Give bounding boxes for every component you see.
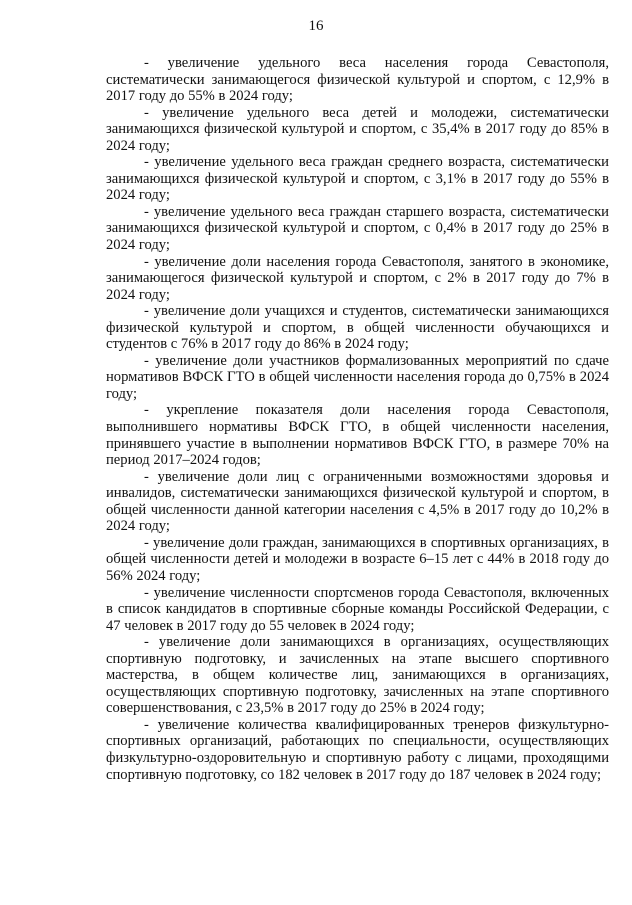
list-item: - увеличение доли участников формализованных мероприятий по сдаче нормативов ВФСК ГТО в общей численности населения города до 0,75% в 2024 году; [106,352,609,402]
list-item: - укрепление показателя доли населения города Севастополя, выполнившего нормативы ВФСК ГТО, в общей численности населения, принявшего участие в выполнении нормативов ВФСК ГТО, в размере 70% на период 2017–2024 годов; [106,402,609,469]
list-item: - увеличение доли граждан, занимающихся в спортивных организациях, в общей численности детей и молодежи в возрасте 6–15 лет с 44% в 2018 году до 56% 2024 году; [106,534,609,584]
page-number: 16 [308,18,324,34]
list-item: - увеличение доли учащихся и студентов, систематически занимающихся физической культурой и спортом, в общей численности обучающихся и студентов с 76% в 2017 году до 86% в 2024 году; [106,303,609,353]
document-body [106,55,609,783]
list-item: - увеличение доли населения города Севастополя, занятого в экономике, занимающегося физической культурой и спортом, с 2% в 2017 году до 7% в 2024 году; [106,253,609,303]
list-item: - увеличение доли лиц с ограниченными возможностями здоровья и инвалидов, систематически занимающихся физической культурой и спортом, в общей численности данной категории населения с 4,5% в 2017 году до 10,2% в 2024 году; [106,468,609,535]
list-item: - увеличение удельного веса граждан среднего возраста, систематически занимающихся физической культурой и спортом, с 3,1% в 2017 году до 55% в 2024 году; [106,154,609,204]
list-item: - увеличение удельного веса населения города Севастополя, систематически занимающегося физической культурой и спортом, с 12,9% в 2017 году до 55% в 2024 году; [106,55,609,105]
list-item: - увеличение численности спортсменов города Севастополя, включенных в список кандидатов в спортивные сборные команды Российской Федерации, с 47 человек в 2017 году до 55 человек в 2024 году; [106,584,609,634]
list-item: - увеличение доли занимающихся в организациях, осуществляющих спортивную подготовку, и зачисленных на этапе высшего спортивного мастерства, в общем количестве лиц, занимающихся в организациях, осуществляющих спортивную подготовку, зачисленных на этапе спортивного совершенствования, с 23,5% в 2017 году до 25% в 2024 году; [106,634,609,717]
list-item: - увеличение удельного веса детей и молодежи, систематически занимающихся физической культурой и спортом, с 35,4% в 2017 году до 85% в 2024 году; [106,104,609,154]
list-item: - увеличение количества квалифицированных тренеров физкультурно-спортивных организаций, работающих по специальности, осуществляющих физкультурно-оздоровительную и спортивную работу с лицами, проходящими спортивную подготовку, со 182 человек в 2017 году до 187 человек в 2024 году; [106,716,609,783]
list-item: - увеличение удельного веса граждан старшего возраста, систематически занимающихся физической культурой и спортом, с 0,4% в 2017 году до 25% в 2024 году; [106,203,609,254]
